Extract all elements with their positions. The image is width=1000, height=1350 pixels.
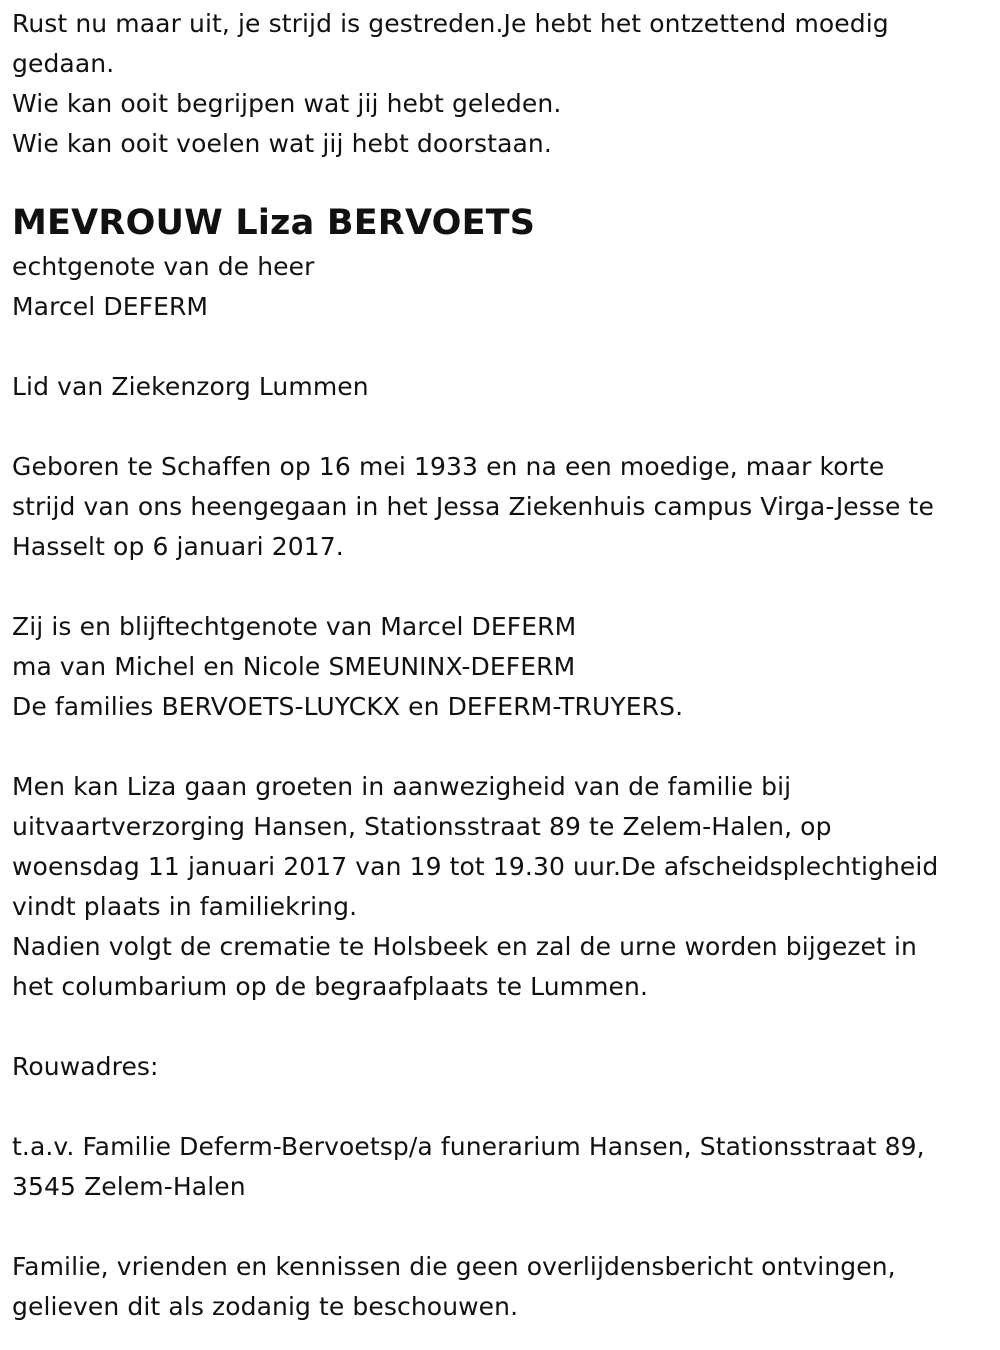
address-line: t.a.v. Familie Deferm-Bervoetsp/a funerarium Hansen, Stationsstraat 89, bbox=[12, 1132, 925, 1161]
family-line: ma van Michel en Nicole SMEUNINX-DEFERM bbox=[12, 652, 576, 681]
poem-line: Rust nu maar uit, je strijd is gestreden.Je hebt het ontzettend moedig bbox=[12, 9, 889, 38]
visitation-line: Men kan Liza gaan groeten in aanwezigheid van de familie bij bbox=[12, 772, 792, 801]
visitation-line: uitvaartverzorging Hansen, Stationsstraat 89 te Zelem-Halen, op bbox=[12, 812, 832, 841]
family-paragraph bbox=[12, 607, 988, 727]
spacer bbox=[12, 327, 988, 367]
birth-death-paragraph bbox=[12, 447, 988, 567]
family-line: Zij is en blijftechtgenote van Marcel DEFERM bbox=[12, 612, 577, 641]
poem-line: gedaan. bbox=[12, 49, 115, 78]
spouse-info bbox=[12, 247, 988, 327]
birth-death-line: strijd van ons heengegaan in het Jessa Ziekenhuis campus Virga-Jesse te bbox=[12, 492, 934, 521]
deceased-name-title: MEVROUW Liza BERVOETS bbox=[12, 203, 536, 243]
visitation-line: woensdag 11 januari 2017 van 19 tot 19.30 uur.De afscheidsplechtigheid bbox=[12, 852, 939, 881]
spouse-line: echtgenote van de heer bbox=[12, 252, 315, 281]
visitation-line: vindt plaats in familiekring. bbox=[12, 892, 358, 921]
closing-line: gelieven dit als zodanig te beschouwen. bbox=[12, 1292, 519, 1321]
birth-death-line: Geboren te Schaffen op 16 mei 1933 en na een moedige, maar korte bbox=[12, 452, 885, 481]
birth-death-line: Hasselt op 6 januari 2017. bbox=[12, 532, 344, 561]
poem-line: Wie kan ooit voelen wat jij hebt doorstaan. bbox=[12, 129, 552, 158]
address-line: 3545 Zelem-Halen bbox=[12, 1172, 246, 1201]
address-paragraph bbox=[12, 1127, 988, 1207]
membership: Lid van Ziekenzorg Lummen bbox=[12, 372, 369, 401]
visitation-paragraph bbox=[12, 767, 988, 1007]
poem-line: Wie kan ooit begrijpen wat jij hebt geleden. bbox=[12, 89, 562, 118]
address-label: Rouwadres: bbox=[12, 1052, 159, 1081]
spacer bbox=[12, 727, 988, 767]
spacer bbox=[12, 407, 988, 447]
spacer bbox=[12, 1087, 988, 1127]
visitation-line: Nadien volgt de crematie te Holsbeek en zal de urne worden bijgezet in bbox=[12, 932, 917, 961]
closing-paragraph bbox=[12, 1247, 988, 1327]
visitation-line: het columbarium op de begraafplaats te Lummen. bbox=[12, 972, 649, 1001]
spacer bbox=[12, 1207, 988, 1247]
closing-line: Familie, vrienden en kennissen die geen overlijdensbericht ontvingen, bbox=[12, 1252, 896, 1281]
family-line: De families BERVOETS-LUYCKX en DEFERM-TRUYERS. bbox=[12, 692, 684, 721]
spouse-line: Marcel DEFERM bbox=[12, 292, 209, 321]
spacer bbox=[12, 1007, 988, 1047]
poem bbox=[12, 4, 988, 164]
spacer bbox=[12, 567, 988, 607]
